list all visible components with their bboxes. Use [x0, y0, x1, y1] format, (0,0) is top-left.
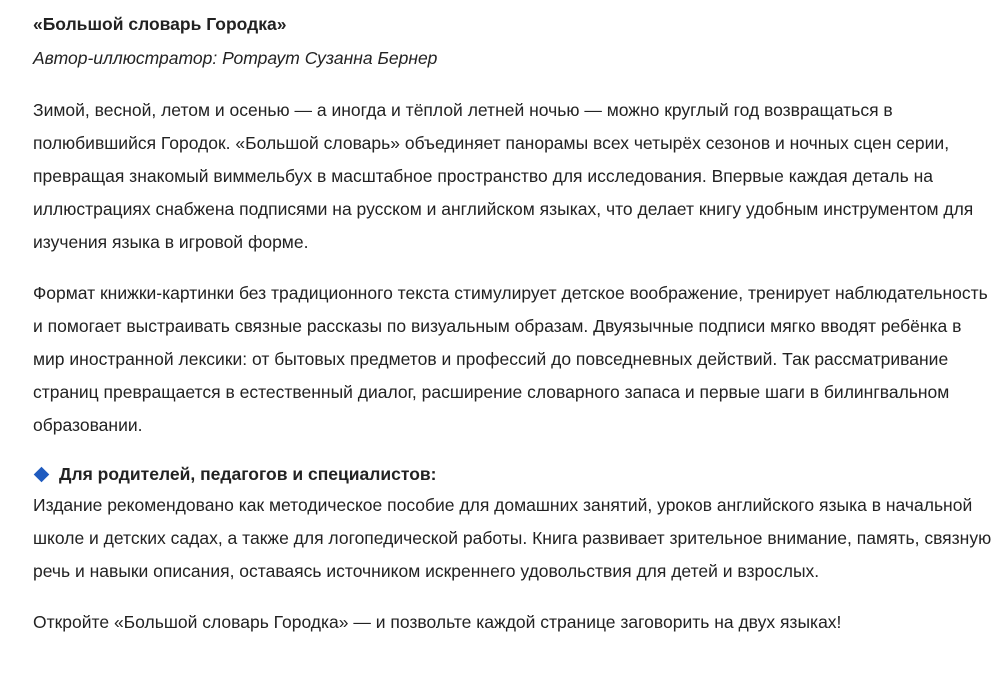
audience-heading-row	[33, 459, 993, 489]
paragraph-audience: Издание рекомендовано как методическое пособие для домашних занятий, уроков английского языка в начальной школе и детских садах, а также для логопедической работы. Книга развивает зрительное внимание, память, связную речь и навыки описания, оставаясь источником искреннего удовольствия для детей и взрослых.	[33, 495, 992, 581]
blue-diamond-icon	[34, 466, 50, 482]
paragraph-format: Формат книжки-картинки без традиционного текста стимулирует детское воображение, тренирует наблюдательность и помогает выстраивать связные рассказы по визуальным образам. Двуязычные подписи мягко вводят ребёнка в мир иностранной лексики: от бытовых предметов и профессий до повседневных действий. Так рассматривание страниц превращается в естественный диалог, расширение словарного запаса и первые шаги в билингвальном образовании.	[33, 283, 988, 435]
product-description	[33, 10, 993, 639]
book-author: Автор-иллюстратор: Ротраут Сузанна Бернер	[33, 48, 438, 68]
paragraph-closing: Откройте «Большой словарь Городка» — и позвольте каждой странице заговорить на двух языках!	[33, 612, 842, 632]
paragraph-intro: Зимой, весной, летом и осенью — а иногда и тёплой летней ночью — можно круглый год возвращаться в полюбившийся Городок. «Большой словарь» объединяет панорамы всех четырёх сезонов и ночных сцен серии, превращая знакомый виммельбух в масштабное пространство для исследования. Впервые каждая деталь на иллюстрациях снабжена подписями на русском и английском языках, что делает книгу удобным инструментом для изучения языка в игровой форме.	[33, 100, 974, 252]
audience-heading: Для родителей, педагогов и специалистов:	[59, 464, 437, 484]
book-title: «Большой словарь Городка»	[33, 14, 287, 34]
